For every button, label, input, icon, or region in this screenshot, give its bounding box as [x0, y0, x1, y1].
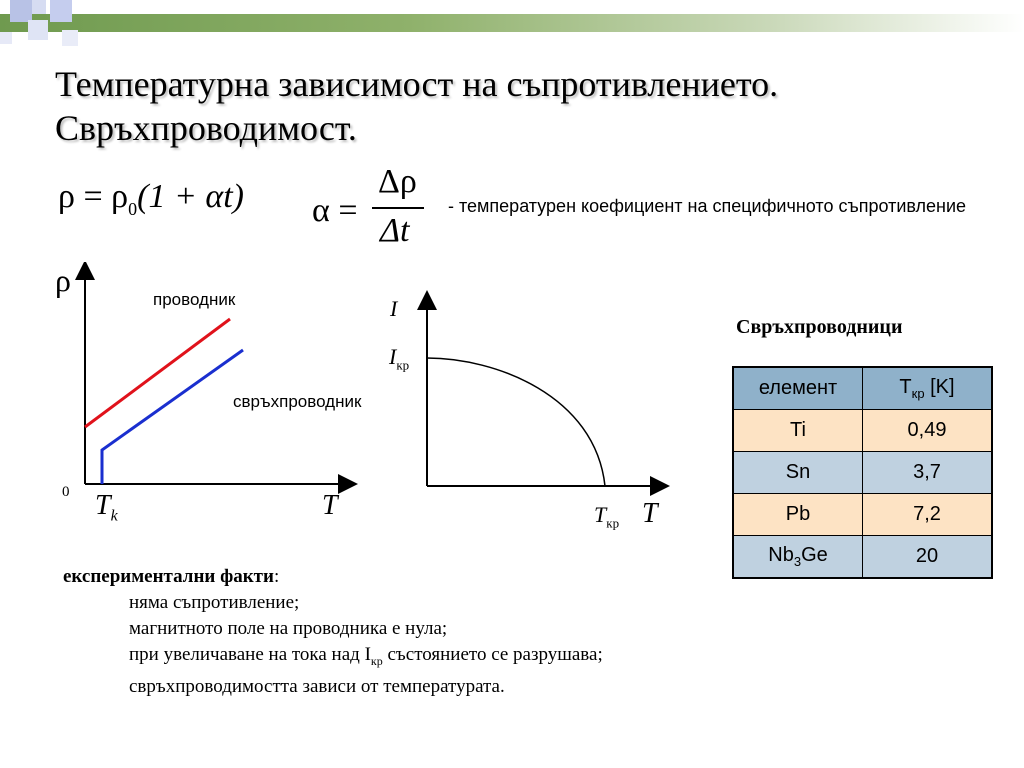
element-cell — [733, 536, 863, 579]
rho0-symbol: ρ — [111, 178, 129, 215]
icr-label — [389, 344, 409, 373]
slide-title — [55, 62, 995, 150]
element-cell: Pb — [733, 494, 863, 536]
decorative-square — [0, 32, 12, 44]
temperature-axis-label: T — [642, 498, 658, 529]
table-caption: Свръхпроводници — [736, 316, 903, 338]
header-tcr-main: T — [899, 376, 912, 398]
resistivity-formula — [58, 178, 244, 220]
value-cell: 7,2 — [863, 494, 993, 536]
table-row — [733, 452, 992, 494]
header-tcr-unit: [K] — [924, 376, 955, 398]
equals-sign: = — [83, 178, 103, 215]
alpha-numerator: Δρ — [378, 163, 417, 200]
decorative-square — [62, 30, 78, 46]
tk-label — [95, 490, 118, 526]
tk-subscript: k — [110, 507, 118, 525]
facts-heading — [63, 564, 603, 590]
value-cell: 20 — [863, 536, 993, 579]
fact-item-sub: кр — [370, 653, 383, 668]
header-gradient-bar — [0, 14, 1024, 32]
decorative-square — [28, 20, 48, 40]
critical-current-curve — [427, 358, 605, 486]
header-element: елемент — [733, 367, 863, 410]
table-row — [733, 410, 992, 452]
value-cell: 0,49 — [863, 410, 993, 452]
current-axis-label: I — [390, 296, 398, 321]
value-cell: 3,7 — [863, 452, 993, 494]
superconductor-line — [102, 350, 243, 484]
element-main: Nb — [768, 544, 794, 566]
alpha-formula — [312, 192, 358, 230]
fraction-bar — [372, 207, 424, 209]
tcr-main: T — [594, 502, 607, 527]
fact-item: свръхпроводимостта зависи от температурата. — [129, 675, 505, 697]
rho-axis-label: ρ — [55, 262, 71, 298]
rho-symbol: ρ — [58, 178, 75, 215]
icr-main: I — [389, 344, 397, 369]
x-axis-label: T — [322, 490, 338, 521]
header-tcr-sub: кр — [911, 386, 925, 401]
element-sub: 3 — [793, 554, 802, 569]
superconductors-table — [732, 366, 993, 579]
alpha-denominator: Δt — [380, 212, 410, 249]
fact-item: магнитното поле на проводника е нула; — [129, 618, 448, 639]
title-line-1: Температурна зависимост на съпротивлението. — [55, 64, 779, 104]
title-line-2: Свръхпроводимост. — [55, 108, 357, 148]
experimental-facts — [63, 564, 603, 700]
critical-current-graph — [400, 290, 670, 510]
fact-item — [63, 642, 603, 674]
temperature-factor: (1 + αt) — [137, 178, 245, 215]
element-cell: Sn — [733, 452, 863, 494]
alpha-description: - температурен коефициент на специфичното съпротивление — [448, 196, 967, 216]
header-tcr — [863, 367, 993, 410]
facts-colon: : — [273, 566, 280, 587]
superconductor-label: свръхпроводник — [233, 392, 362, 411]
element-end: Ge — [801, 544, 828, 566]
decorative-square — [10, 0, 32, 22]
table-row — [733, 536, 992, 579]
rho0-subscript: 0 — [128, 198, 138, 219]
tk-main: T — [95, 490, 111, 521]
element-cell: Ti — [733, 410, 863, 452]
table-row — [733, 494, 992, 536]
fact-item: няма съпротивление; — [129, 592, 300, 613]
table-header-row — [733, 367, 992, 410]
decorative-square — [50, 0, 72, 22]
fact-item-end: състоянието се разрушава; — [382, 644, 603, 665]
icr-subscript: кр — [396, 357, 410, 373]
facts-heading-text: експериментални факти — [63, 566, 274, 587]
tcr-label — [594, 502, 619, 531]
conductor-label: проводник — [153, 290, 236, 309]
origin-label: 0 — [62, 484, 70, 500]
tcr-subscript: кр — [606, 515, 620, 531]
decorative-square — [32, 0, 46, 14]
alpha-symbol: α = — [312, 192, 358, 229]
fact-item-start: при увеличаване на тока над I — [129, 644, 371, 665]
